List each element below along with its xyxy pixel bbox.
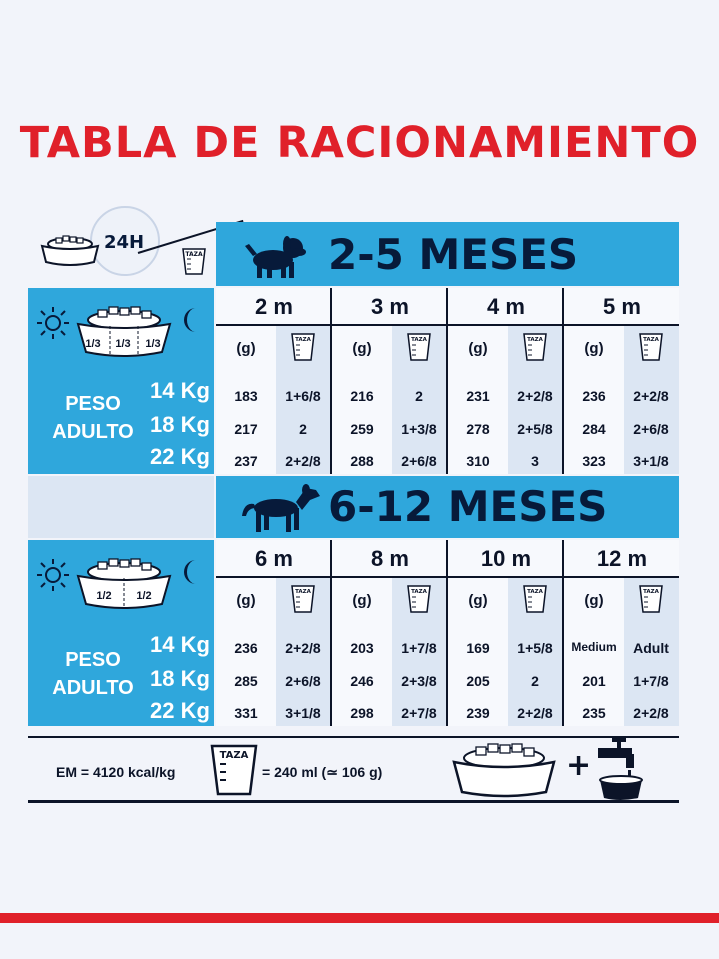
footer-top-line <box>28 736 679 738</box>
cup-icon <box>406 584 432 614</box>
cup-icon <box>406 332 432 362</box>
gram-amount: 323 <box>582 453 606 469</box>
section2-grid <box>216 540 679 726</box>
month-label: 12 m <box>596 546 648 571</box>
cup-amount: 2+3/8 <box>401 673 437 689</box>
svg-text:TAZA: TAZA <box>643 337 659 343</box>
energy-label: EM = 4120 kcal/kg <box>56 764 176 780</box>
cup-icon <box>638 584 664 614</box>
gram-amount: 231 <box>466 388 490 404</box>
cup-amount: 2+2/8 <box>633 705 669 721</box>
puppy-icon <box>243 232 313 280</box>
weight-label: 14 Kg <box>150 378 210 403</box>
unit-label: (g) <box>236 592 256 609</box>
section2-left-spacer <box>28 476 214 538</box>
gram-amount: 237 <box>234 453 258 469</box>
cup-amount: 3+1/8 <box>285 705 321 721</box>
unit-label: (g) <box>352 340 372 357</box>
svg-text:TAZA: TAZA <box>219 750 249 761</box>
cup-amount: 2+2/8 <box>285 640 321 656</box>
gram-amount: 285 <box>234 673 258 689</box>
section1-title: 2-5 MESES <box>328 230 579 279</box>
month-label: 10 m <box>480 546 532 571</box>
fraction-label: 1/3 <box>85 338 101 350</box>
cup-icon <box>208 742 260 798</box>
fraction-label: 1/3 <box>145 338 161 350</box>
cup-amount: 2+2/8 <box>517 705 553 721</box>
moon-icon <box>180 558 204 586</box>
weight-label: 14 Kg <box>150 632 210 657</box>
moon-icon <box>180 306 204 334</box>
cup-amount: 1+3/8 <box>401 421 437 437</box>
gram-amount: 235 <box>582 705 606 721</box>
column-divider <box>446 540 448 726</box>
gram-amount: 217 <box>234 421 258 437</box>
gram-amount: 236 <box>582 388 606 404</box>
gram-amount: Medium <box>571 640 617 654</box>
gram-amount: 298 <box>350 705 374 721</box>
gram-amount: 278 <box>466 421 490 437</box>
cup-icon <box>638 332 664 362</box>
peso-label: PESO ADULTO <box>52 649 134 699</box>
cup-amount: 2+6/8 <box>285 673 321 689</box>
cup-icon <box>290 332 316 362</box>
svg-text:TAZA: TAZA <box>527 589 543 595</box>
cup-amount: 1+7/8 <box>633 673 669 689</box>
cup-amount: 3 <box>531 453 539 469</box>
gram-amount: 183 <box>234 388 258 404</box>
cup-amount: 2+7/8 <box>401 705 437 721</box>
cup-amount: 2+2/8 <box>517 388 553 404</box>
unit-label: (g) <box>236 340 256 357</box>
cup-amount: 2+6/8 <box>401 453 437 469</box>
food-bowl-icon <box>38 232 102 266</box>
column-divider <box>446 288 448 474</box>
svg-text:TAZA: TAZA <box>295 589 311 595</box>
svg-text:TAZA: TAZA <box>527 337 543 343</box>
24h-label: 24H <box>104 232 145 253</box>
cup-amount: 2 <box>531 673 539 689</box>
gram-amount: 288 <box>350 453 374 469</box>
water-tap-bowl-icon <box>594 736 646 802</box>
gram-amount: 246 <box>350 673 374 689</box>
gram-amount: 236 <box>234 640 258 656</box>
gram-amount: 331 <box>234 705 258 721</box>
month-label: 5 m <box>603 294 641 319</box>
fraction-label: 1/3 <box>115 338 131 350</box>
cup-icon <box>522 332 548 362</box>
column-divider <box>562 540 564 726</box>
plus-sign: + <box>566 748 592 783</box>
cup-amount: Adult <box>633 640 669 656</box>
svg-text:TAZA: TAZA <box>411 589 427 595</box>
svg-text:TAZA: TAZA <box>295 337 311 343</box>
food-bowl-icon <box>448 738 560 798</box>
unit-label: (g) <box>468 592 488 609</box>
section2-title: 6-12 MESES <box>328 482 608 531</box>
column-divider <box>330 540 332 726</box>
gram-amount: 216 <box>350 388 374 404</box>
weight-label: 18 Kg <box>150 666 210 691</box>
cup-icon <box>290 584 316 614</box>
unit-label: (g) <box>584 592 604 609</box>
cup-amount: 2+2/8 <box>285 453 321 469</box>
unit-label: (g) <box>352 592 372 609</box>
svg-text:TAZA: TAZA <box>185 251 203 258</box>
bottom-red-stripe <box>0 913 719 923</box>
page-title: TABLA DE RACIONAMIENTO <box>19 118 700 168</box>
cup-amount: 3+1/8 <box>633 453 669 469</box>
svg-text:TAZA: TAZA <box>643 589 659 595</box>
peso-label: PESO ADULTO <box>52 393 134 443</box>
weight-label: 22 Kg <box>150 698 210 723</box>
svg-text:TAZA: TAZA <box>411 337 427 343</box>
cup-equivalence: = 240 ml (≃ 106 g) <box>262 764 383 780</box>
sun-icon <box>36 306 70 340</box>
month-label: 3 m <box>371 294 409 319</box>
gram-amount: 310 <box>466 453 490 469</box>
gram-amount: 203 <box>350 640 374 656</box>
gram-amount: 284 <box>582 421 606 437</box>
section1-grid <box>216 288 679 474</box>
cup-icon <box>522 584 548 614</box>
month-label: 2 m <box>255 294 293 319</box>
weight-label: 18 Kg <box>150 412 210 437</box>
fraction-label: 1/2 <box>136 590 152 602</box>
gram-amount: 201 <box>582 673 606 689</box>
cup-amount: 2+5/8 <box>517 421 553 437</box>
column-divider <box>330 288 332 474</box>
cup-amount: 1+7/8 <box>401 640 437 656</box>
weight-label: 22 Kg <box>150 444 210 469</box>
cup-amount: 2 <box>299 421 307 437</box>
cup-amount: 2+6/8 <box>633 421 669 437</box>
month-label: 4 m <box>487 294 525 319</box>
month-label: 6 m <box>255 546 293 571</box>
footer-bottom-line <box>28 800 679 803</box>
unit-label: (g) <box>468 340 488 357</box>
cup-amount: 1+6/8 <box>285 388 321 404</box>
ration-table <box>28 222 679 804</box>
cup-amount: 2 <box>415 388 423 404</box>
month-label: 8 m <box>371 546 409 571</box>
gram-amount: 239 <box>466 705 490 721</box>
dog-icon <box>240 482 324 534</box>
fraction-label: 1/2 <box>96 590 112 602</box>
cup-icon <box>180 246 208 276</box>
cup-amount: 1+5/8 <box>517 640 553 656</box>
sun-icon <box>36 558 70 592</box>
gram-amount: 205 <box>466 673 490 689</box>
gram-amount: 169 <box>466 640 490 656</box>
gram-amount: 259 <box>350 421 374 437</box>
cup-amount: 2+2/8 <box>633 388 669 404</box>
column-divider <box>562 288 564 474</box>
unit-label: (g) <box>584 340 604 357</box>
